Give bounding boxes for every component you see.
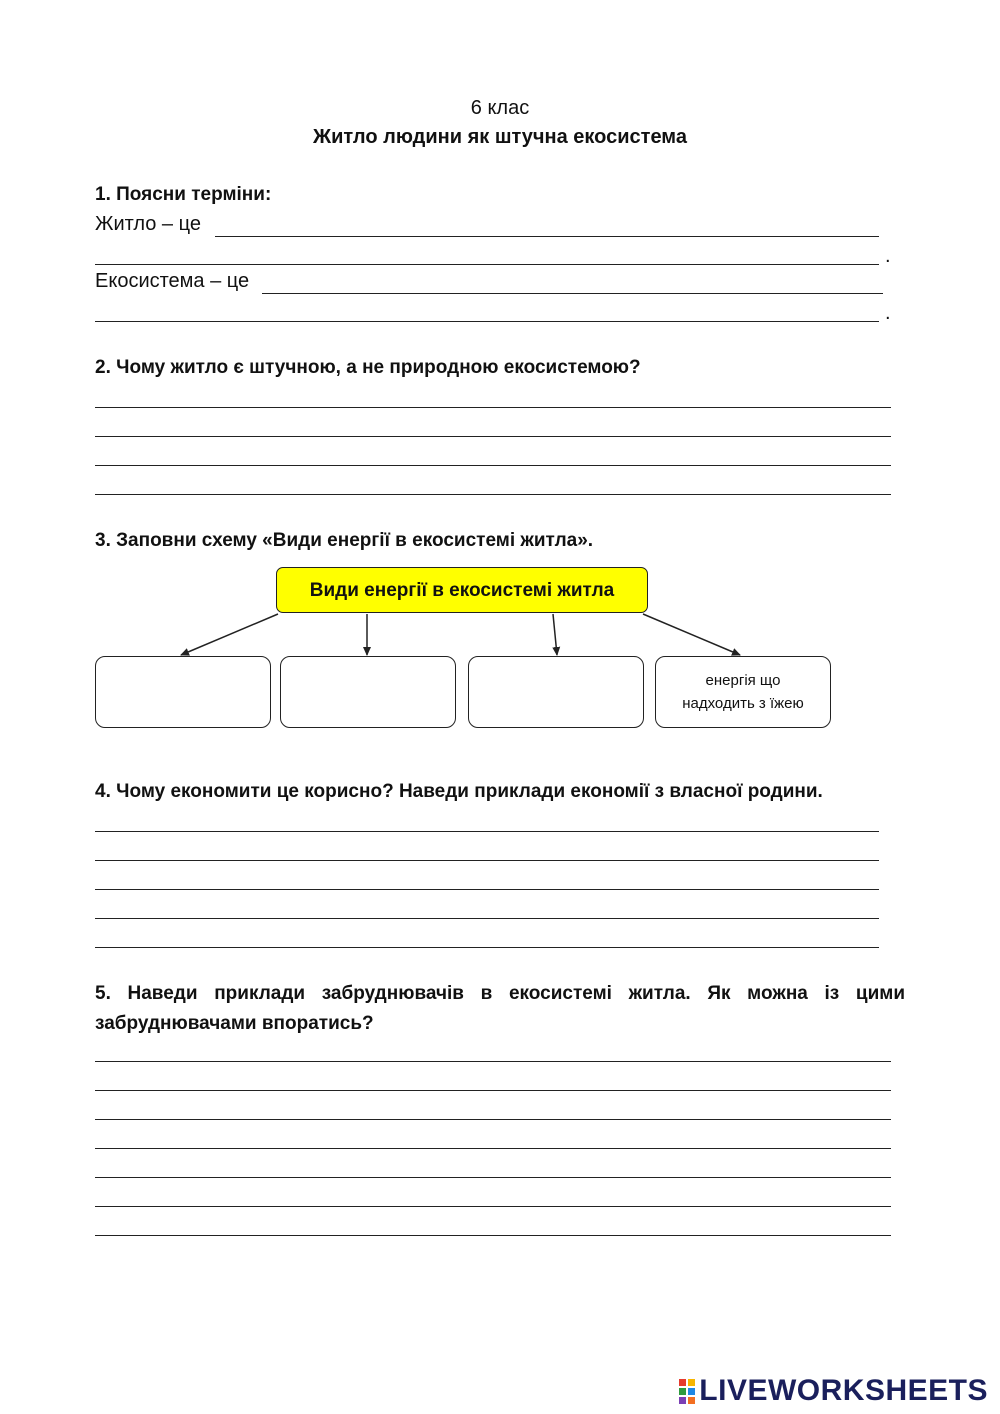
answer-line-ecosystem-2[interactable] [95,321,879,322]
question-5-title: 5. Наведи приклади забруднювачів в екосистемі житла. Як можна із цими забруднювачами впоратись? [95,983,905,1034]
energy-box-3[interactable] [468,656,644,728]
answer-line[interactable] [95,1235,891,1236]
answer-line[interactable] [95,1148,891,1149]
energy-types-main-box: Види енергії в екосистемі житла [276,567,648,613]
logo-square [679,1397,686,1404]
period-mark: . [885,302,891,324]
energy-box-1[interactable] [95,656,271,728]
arrow-1 [181,614,278,655]
energy-diagram [0,560,1000,740]
answer-line[interactable] [95,465,891,466]
question-3-title: 3. Заповни схему «Види енергії в екосистемі житла». [95,530,594,551]
period-mark: . [885,245,891,267]
question-2-title: 2. Чому житло є штучною, а не природною екосистемою? [95,357,641,378]
answer-line[interactable] [95,494,891,495]
answer-line[interactable] [95,947,879,948]
arrow-3 [553,614,557,655]
question-4-title: 4. Чому економити це корисно? Наведи приклади економії з власної родини. [95,781,823,802]
answer-line[interactable] [95,918,879,919]
arrow-4 [643,614,740,655]
answer-line-housing-1[interactable] [215,236,879,237]
answer-line-ecosystem-1[interactable] [262,293,883,294]
page-title: Житло людини як штучна екосистема [313,126,687,148]
logo-square [679,1379,686,1386]
energy-box-food: енергія що надходить з їжею [655,656,831,728]
answer-line[interactable] [95,831,879,832]
answer-line[interactable] [95,1061,891,1062]
energy-box-2[interactable] [280,656,456,728]
brand-name: LIVEWORKSHEETS [699,1374,988,1407]
answer-line[interactable] [95,1177,891,1178]
question-1-title: 1. Поясни терміни: [95,184,272,205]
answer-line[interactable] [95,407,891,408]
logo-square [688,1388,695,1395]
logo-square [688,1397,695,1404]
term-ecosystem-label: Екосистема – це [95,270,250,292]
answer-line-housing-2[interactable] [95,264,879,265]
grade-label: 6 клас [470,97,530,119]
answer-line[interactable] [95,1090,891,1091]
liveworksheets-logo [679,1374,988,1408]
logo-square [679,1388,686,1395]
brand-icon [679,1379,695,1404]
logo-square [688,1379,695,1386]
answer-line[interactable] [95,889,879,890]
answer-line[interactable] [95,1119,891,1120]
term-housing-label: Житло – це [95,213,201,235]
answer-line[interactable] [95,436,891,437]
answer-line[interactable] [95,1206,891,1207]
answer-line[interactable] [95,860,879,861]
